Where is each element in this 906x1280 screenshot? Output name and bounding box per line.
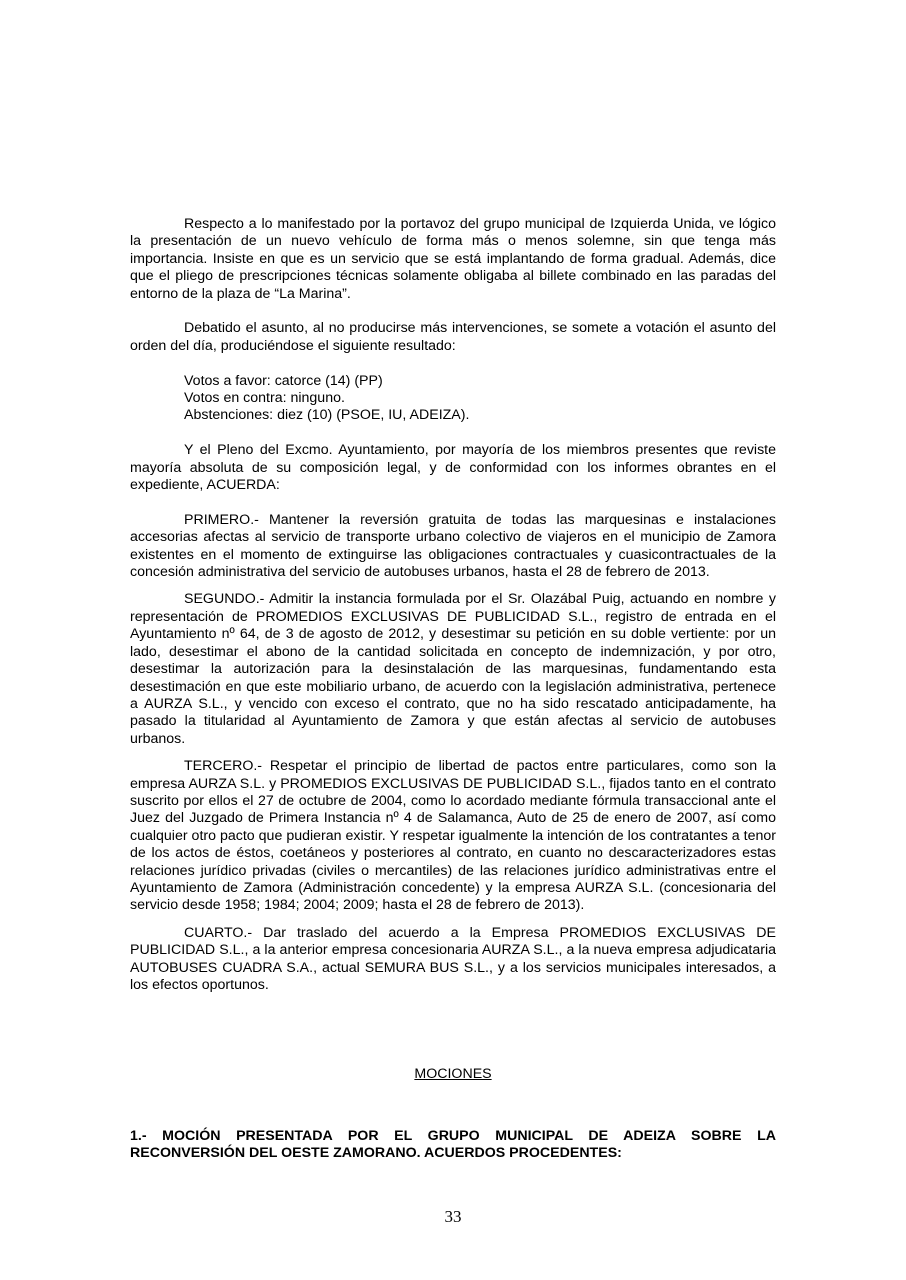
paragraph-pleno-acuerda: Y el Pleno del Excmo. Ayuntamiento, por mayoría de los miembros presentes que reviste mayoría absoluta de su composición legal, y de conformidad con los informes obrantes en el expediente, ACUERDA: (130, 442, 776, 494)
agreement-cuarto: CUARTO.- Dar traslado del acuerdo a la Empresa PROMEDIOS EXCLUSIVAS DE PUBLICIDAD S.L., a la anterior empresa concesionaria AURZA S.L., a la nueva empresa adjudicataria AUTOBUSES CUADRA S.A., actual SEMURA BUS S.L., y a los servicios municipales interesados, a los efectos oportunos. (130, 924, 776, 993)
section-heading-mociones (130, 1066, 776, 1083)
page-number: 33 (444, 1207, 462, 1226)
votes-contra: Votos en contra: ninguno. (184, 390, 345, 407)
agreement-tercero: TERCERO.- Respetar el principio de libertad de pactos entre particulares, como son la empresa AURZA S.L. y PROMEDIOS EXCLUSIVAS DE PUBLICIDAD S.L., fijados tanto en el contrato suscrito por ellos el 27 de octubre de 2004, como lo acordado mediante fórmula transaccional ante el Juez del Juzgado de Primera Instancia nº 4 de Salamanca, Auto de 25 de enero de 2007, así como cualquier otro pacto que pudieran existir. Y respetar igualmente la intención de los contratantes a tenor de los actos de éstos, coetáneos y posteriores al contrato, en cuanto no descaracterizadores estas relaciones jurídico privadas (civiles o mercantiles) de las relaciones jurídico administrativas entre el Ayuntamiento de Zamora (Administración concedente) y la empresa AURZA S.L. (concesionaria del servicio desde 1958; 1984; 2004; 2009; hasta el 28 de febrero de 2013). (130, 758, 776, 914)
motion-title: 1.- MOCIÓN PRESENTADA POR EL GRUPO MUNICIPAL DE ADEIZA SOBRE LA RECONVERSIÓN DEL OESTE ZAMORANO. ACUERDOS PROCEDENTES: (130, 1128, 776, 1162)
agreement-segundo: SEGUNDO.- Admitir la instancia formulada por el Sr. Olazábal Puig, actuando en nombre y representación de PROMEDIOS EXCLUSIVAS DE PUBLICIDAD S.L., registro de entrada en el Ayuntamiento nº 64, de 3 de agosto de 2012, y desestimar su petición en su doble vertiente: por un lado, desestimar el abono de la cantidad solicitada en concepto de indemnización, y por otro, desestimar la autorización para la desinstalación de las marquesinas, fundamentando esta desestimación en que este mobiliario urbano, de acuerdo con la legislación administrativa, pertenece a AURZA S.L., y vencido con exceso el contrato, que no ha sido rescatado anticipadamente, ha pasado la titularidad al Ayuntamiento de Zamora y que están afectas al servicio de autobuses urbanos. (130, 591, 776, 747)
vote-results (184, 373, 776, 425)
paragraph-debate-vote: Debatido el asunto, al no producirse más intervenciones, se somete a votación el asunto del orden del día, produciéndose el siguiente resultado: (130, 320, 776, 354)
votes-abstenciones: Abstenciones: diez (10) (PSOE, IU, ADEIZA). (184, 407, 470, 424)
votes-favor: Votos a favor: catorce (14) (PP) (184, 372, 383, 389)
paragraph-portavoz-response: Respecto a lo manifestado por la portavoz del grupo municipal de Izquierda Unida, ve lógico la presentación de un nuevo vehículo de forma más o menos solemne, sin que tenga más importancia. Insiste en que es un servicio que se está implantando de forma gradual. Además, dice que el pliego de prescripciones técnicas solamente obligaba al billete combinado en las paradas del entorno de la plaza de “La Marina”. (130, 216, 776, 302)
section-heading-text: MOCIONES (414, 1066, 492, 1082)
document-body (130, 216, 776, 994)
agreement-primero: PRIMERO.- Mantener la reversión gratuita de todas las marquesinas e instalaciones accesorias afectas al servicio de transporte urbano colectivo de viajeros en el municipio de Zamora existentes en el momento de extinguirse las obligaciones contractuales y cuasicontractuales de la concesión administrativa del servicio de autobuses urbanos, hasta el 28 de febrero de 2013. (130, 511, 776, 581)
